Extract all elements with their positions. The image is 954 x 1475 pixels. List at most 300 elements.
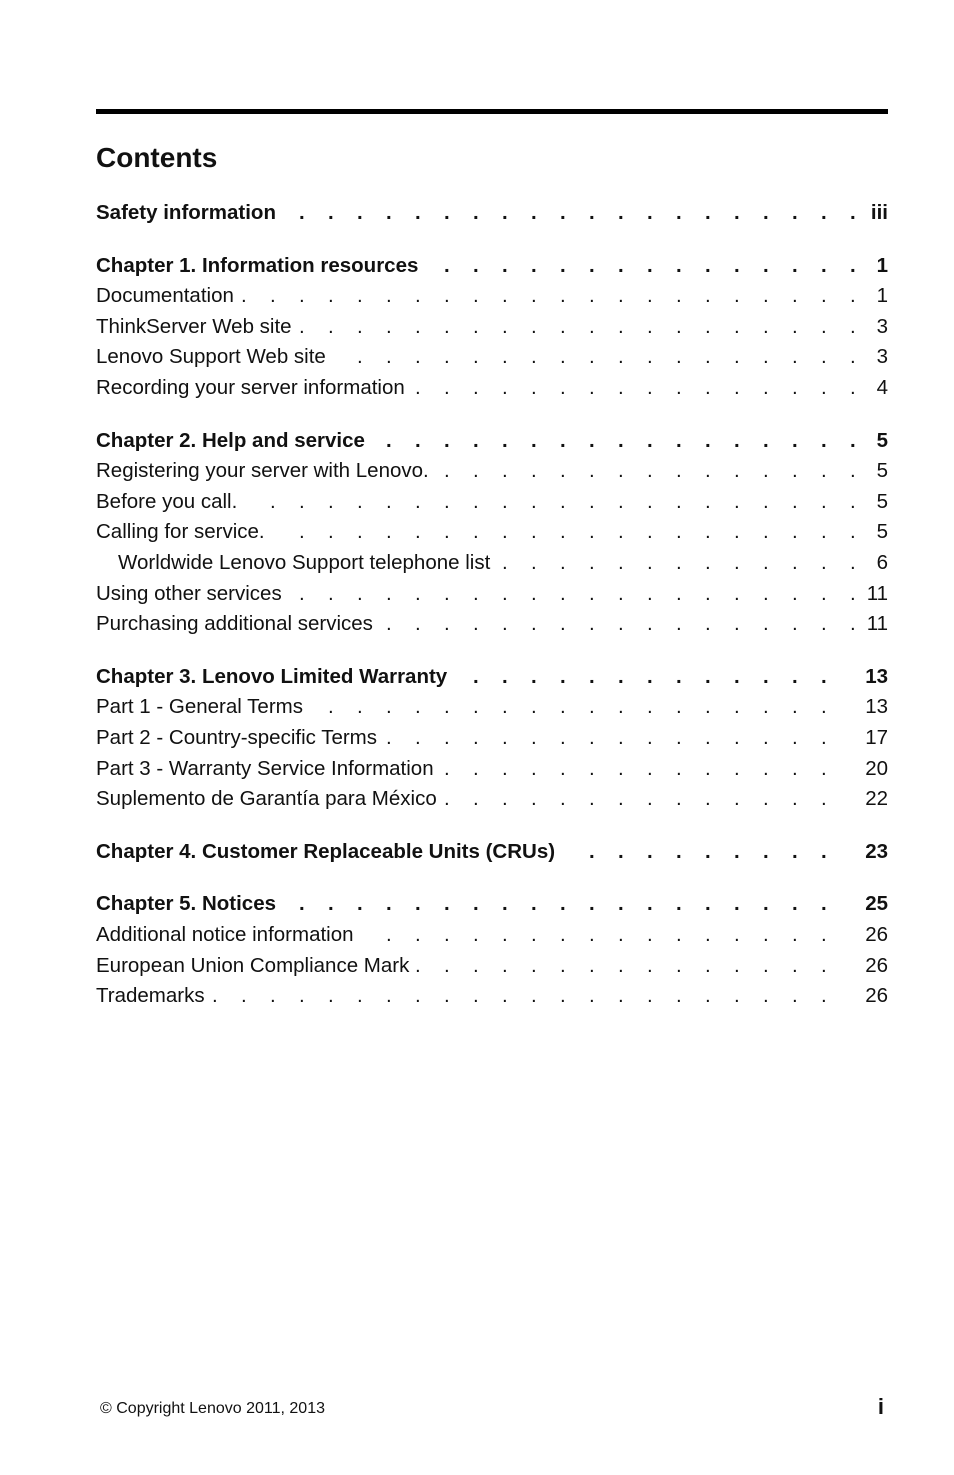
- toc-entry-page: 6: [876, 551, 888, 574]
- leader-dot: .: [763, 376, 769, 399]
- leader-dot: .: [502, 201, 508, 224]
- leader-dot: .: [763, 757, 769, 780]
- toc-entry[interactable]: [96, 951, 888, 981]
- leader-dot: .: [850, 345, 856, 368]
- leader-dot: .: [821, 490, 827, 513]
- leader-dot: .: [792, 923, 798, 946]
- leader-dot: .: [328, 201, 334, 224]
- leader-dot: .: [618, 254, 624, 277]
- toc-entry-label: Part 1 - General Terms: [96, 695, 303, 718]
- leader-dot: .: [531, 695, 537, 718]
- dot-leader: [96, 198, 888, 228]
- leader-dot: .: [676, 984, 682, 1007]
- leader-dot: .: [328, 695, 334, 718]
- leader-dot: .: [792, 840, 798, 863]
- leader-dot: .: [792, 201, 798, 224]
- toc-entry[interactable]: [96, 548, 888, 578]
- leader-dot: .: [473, 695, 479, 718]
- leader-dot: .: [618, 665, 624, 688]
- leader-dot: .: [444, 726, 450, 749]
- leader-dot: .: [444, 376, 450, 399]
- toc-entry-page: iii: [870, 201, 888, 224]
- leader-dot: .: [618, 726, 624, 749]
- leader-dot: .: [444, 954, 450, 977]
- dot-leader: [96, 981, 888, 1011]
- leader-dot: .: [821, 695, 827, 718]
- leader-dot: .: [647, 520, 653, 543]
- leader-dot: .: [676, 787, 682, 810]
- leader-dot: .: [560, 923, 566, 946]
- leader-dot: .: [473, 612, 479, 635]
- leader-dot: .: [850, 254, 856, 277]
- leader-dot: .: [734, 923, 740, 946]
- toc-entry-label: Documentation: [96, 284, 234, 307]
- leader-dot: .: [763, 726, 769, 749]
- leader-dot: .: [734, 551, 740, 574]
- toc-entry-page: 5: [876, 520, 888, 543]
- leader-dot: .: [676, 284, 682, 307]
- leader-dot: .: [792, 726, 798, 749]
- leader-dot: .: [821, 665, 827, 688]
- dot-leader: [96, 281, 888, 311]
- toc-entry-label: Chapter 5. Notices: [96, 892, 276, 915]
- leader-dot: .: [647, 459, 653, 482]
- leader-dot: .: [589, 984, 595, 1007]
- leader-dot: .: [444, 315, 450, 338]
- leader-dot: .: [531, 954, 537, 977]
- toc-entry[interactable]: [96, 754, 888, 784]
- leader-dot: .: [792, 376, 798, 399]
- leader-dot: .: [589, 551, 595, 574]
- dot-leader: [96, 609, 888, 639]
- leader-dot: .: [560, 954, 566, 977]
- leader-dot: .: [415, 612, 421, 635]
- leader-dot: .: [734, 459, 740, 482]
- leader-dot: .: [792, 551, 798, 574]
- dot-leader: [96, 342, 888, 372]
- leader-dot: .: [473, 429, 479, 452]
- leader-dot: .: [618, 345, 624, 368]
- leader-dot: .: [473, 892, 479, 915]
- leader-dot: .: [386, 345, 392, 368]
- leader-dot: .: [821, 582, 827, 605]
- toc-entry[interactable]: [96, 456, 888, 486]
- leader-dot: .: [676, 254, 682, 277]
- toc-entry-page: 26: [865, 954, 888, 977]
- leader-dot: .: [763, 490, 769, 513]
- leader-dot: .: [444, 429, 450, 452]
- leader-dot: .: [531, 315, 537, 338]
- leader-dot: .: [792, 984, 798, 1007]
- dot-leader: [96, 487, 888, 517]
- leader-dot: .: [734, 726, 740, 749]
- leader-dot: .: [792, 582, 798, 605]
- leader-dot: .: [473, 201, 479, 224]
- leader-dot: .: [589, 612, 595, 635]
- leader-dot: .: [502, 315, 508, 338]
- leader-dot: .: [647, 254, 653, 277]
- leader-dot: .: [676, 695, 682, 718]
- leader-dot: .: [502, 892, 508, 915]
- dot-leader: [96, 920, 888, 950]
- leader-dot: .: [647, 726, 653, 749]
- leader-dot: .: [734, 787, 740, 810]
- leader-dot: .: [589, 840, 595, 863]
- leader-dot: .: [444, 695, 450, 718]
- toc-entry-label: Recording your server information: [96, 376, 405, 399]
- leader-dot: .: [850, 284, 856, 307]
- leader-dot: .: [473, 665, 479, 688]
- leader-dot: .: [705, 429, 711, 452]
- leader-dot: .: [386, 726, 392, 749]
- dot-leader: [96, 548, 888, 578]
- toc-entry[interactable]: [96, 981, 888, 1011]
- toc-entry[interactable]: [96, 579, 888, 609]
- leader-dot: .: [415, 315, 421, 338]
- leader-dot: .: [386, 490, 392, 513]
- leader-dot: .: [560, 695, 566, 718]
- leader-dot: .: [618, 520, 624, 543]
- leader-dot: .: [560, 429, 566, 452]
- leader-dot: .: [647, 923, 653, 946]
- leader-dot: .: [618, 840, 624, 863]
- leader-dot: .: [560, 984, 566, 1007]
- toc-entry[interactable]: [96, 609, 888, 639]
- leader-dot: .: [415, 582, 421, 605]
- leader-dot: .: [821, 612, 827, 635]
- leader-dot: .: [299, 892, 305, 915]
- leader-dot: .: [589, 923, 595, 946]
- leader-dot: .: [270, 984, 276, 1007]
- leader-dot: .: [676, 429, 682, 452]
- leader-dot: .: [357, 315, 363, 338]
- toc-entry-label: Additional notice information: [96, 923, 354, 946]
- leader-dot: .: [763, 787, 769, 810]
- leader-dot: .: [618, 376, 624, 399]
- leader-dot: .: [502, 490, 508, 513]
- leader-dot: .: [386, 695, 392, 718]
- leader-dot: .: [792, 520, 798, 543]
- toc-entry-label: Safety information: [96, 201, 276, 224]
- leader-dot: .: [734, 376, 740, 399]
- leader-dot: .: [618, 954, 624, 977]
- leader-dot: .: [473, 345, 479, 368]
- leader-dot: .: [502, 582, 508, 605]
- leader-dot: .: [473, 923, 479, 946]
- leader-dot: .: [415, 984, 421, 1007]
- leader-dot: .: [618, 923, 624, 946]
- toc-entry-page: 5: [876, 459, 888, 482]
- leader-dot: .: [618, 984, 624, 1007]
- leader-dot: .: [705, 757, 711, 780]
- leader-dot: .: [531, 665, 537, 688]
- leader-dot: .: [734, 520, 740, 543]
- toc-entry-label: Calling for service.: [96, 520, 265, 543]
- leader-dot: .: [676, 757, 682, 780]
- leader-dot: .: [850, 520, 856, 543]
- leader-dot: .: [560, 665, 566, 688]
- toc-entry-label: Part 3 - Warranty Service Information: [96, 757, 434, 780]
- leader-dot: .: [821, 757, 827, 780]
- leader-dot: .: [676, 726, 682, 749]
- leader-dot: .: [386, 582, 392, 605]
- leader-dot: .: [589, 520, 595, 543]
- toc-entry-page: 22: [865, 787, 888, 810]
- leader-dot: .: [531, 284, 537, 307]
- leader-dot: .: [589, 315, 595, 338]
- leader-dot: .: [821, 923, 827, 946]
- leader-dot: .: [531, 892, 537, 915]
- leader-dot: .: [357, 490, 363, 513]
- leader-dot: .: [676, 665, 682, 688]
- leader-dot: .: [705, 490, 711, 513]
- dot-leader: [96, 426, 888, 456]
- leader-dot: .: [850, 429, 856, 452]
- leader-dot: .: [270, 284, 276, 307]
- leader-dot: .: [444, 923, 450, 946]
- leader-dot: .: [415, 892, 421, 915]
- leader-dot: .: [531, 254, 537, 277]
- leader-dot: .: [705, 726, 711, 749]
- leader-dot: .: [502, 520, 508, 543]
- leader-dot: .: [705, 459, 711, 482]
- leader-dot: .: [386, 520, 392, 543]
- leader-dot: .: [676, 923, 682, 946]
- leader-dot: .: [560, 551, 566, 574]
- leader-dot: .: [502, 284, 508, 307]
- leader-dot: .: [502, 726, 508, 749]
- leader-dot: .: [589, 429, 595, 452]
- leader-dot: .: [444, 459, 450, 482]
- leader-dot: .: [850, 490, 856, 513]
- toc-chapter-entry[interactable]: [96, 837, 888, 867]
- toc-entry-label: Chapter 1. Information resources: [96, 254, 419, 277]
- leader-dot: .: [589, 201, 595, 224]
- leader-dot: .: [647, 551, 653, 574]
- toc-entry-label: Before you call.: [96, 490, 238, 513]
- leader-dot: .: [676, 582, 682, 605]
- toc-entry-page: 13: [865, 665, 888, 688]
- leader-dot: .: [821, 840, 827, 863]
- leader-dot: .: [357, 892, 363, 915]
- leader-dot: .: [763, 612, 769, 635]
- leader-dot: .: [705, 612, 711, 635]
- toc-entry-label: Chapter 4. Customer Replaceable Units (CRUs): [96, 840, 556, 863]
- leader-dot: .: [473, 520, 479, 543]
- leader-dot: .: [734, 201, 740, 224]
- leader-dot: .: [676, 612, 682, 635]
- toc-entry[interactable]: [96, 342, 888, 372]
- toc-entry-label: Chapter 3. Lenovo Limited Warranty: [96, 665, 448, 688]
- leader-dot: .: [676, 954, 682, 977]
- leader-dot: .: [444, 520, 450, 543]
- toc-entry[interactable]: [96, 723, 888, 753]
- leader-dot: .: [560, 892, 566, 915]
- leader-dot: .: [792, 695, 798, 718]
- toc-entry[interactable]: [96, 281, 888, 311]
- leader-dot: .: [502, 757, 508, 780]
- dot-leader: [96, 784, 888, 814]
- leader-dot: .: [763, 984, 769, 1007]
- toc-entry[interactable]: [96, 312, 888, 342]
- leader-dot: .: [589, 582, 595, 605]
- leader-dot: .: [763, 582, 769, 605]
- toc-chapter-entry[interactable]: [96, 198, 888, 228]
- leader-dot: .: [763, 459, 769, 482]
- leader-dot: .: [473, 490, 479, 513]
- leader-dot: .: [560, 490, 566, 513]
- toc-entry[interactable]: [96, 920, 888, 950]
- leader-dot: .: [502, 665, 508, 688]
- leader-dot: .: [502, 923, 508, 946]
- leader-dot: .: [676, 376, 682, 399]
- leader-dot: .: [763, 345, 769, 368]
- leader-dot: .: [792, 490, 798, 513]
- leader-dot: .: [618, 490, 624, 513]
- leader-dot: .: [328, 490, 334, 513]
- leader-dot: .: [705, 582, 711, 605]
- toc-entry-label: European Union Compliance Mark: [96, 954, 410, 977]
- leader-dot: .: [647, 840, 653, 863]
- leader-dot: .: [415, 520, 421, 543]
- toc-entry-page: 3: [876, 345, 888, 368]
- toc-entry-label: Registering your server with Lenovo.: [96, 459, 429, 482]
- leader-dot: .: [618, 695, 624, 718]
- leader-dot: .: [386, 201, 392, 224]
- dot-leader: [96, 754, 888, 784]
- leader-dot: .: [357, 284, 363, 307]
- leader-dot: .: [763, 954, 769, 977]
- leader-dot: .: [734, 345, 740, 368]
- toc-entry[interactable]: [96, 487, 888, 517]
- leader-dot: .: [676, 892, 682, 915]
- leader-dot: .: [792, 787, 798, 810]
- leader-dot: .: [763, 201, 769, 224]
- toc-chapter-entry[interactable]: [96, 889, 888, 919]
- leader-dot: .: [734, 254, 740, 277]
- leader-dot: .: [705, 551, 711, 574]
- leader-dot: .: [589, 787, 595, 810]
- leader-dot: .: [502, 551, 508, 574]
- toc-entry[interactable]: [96, 373, 888, 403]
- leader-dot: .: [328, 892, 334, 915]
- leader-dot: .: [502, 954, 508, 977]
- toc-chapter-entry[interactable]: [96, 662, 888, 692]
- top-rule: [96, 109, 888, 114]
- leader-dot: .: [705, 254, 711, 277]
- toc-entry[interactable]: [96, 784, 888, 814]
- toc-chapter-entry[interactable]: [96, 251, 888, 281]
- toc-chapter-entry[interactable]: [96, 426, 888, 456]
- leader-dot: .: [647, 954, 653, 977]
- leader-dot: .: [531, 726, 537, 749]
- leader-dot: .: [531, 201, 537, 224]
- leader-dot: .: [850, 459, 856, 482]
- leader-dot: .: [589, 892, 595, 915]
- leader-dot: .: [734, 954, 740, 977]
- toc-entry-page: 17: [865, 726, 888, 749]
- leader-dot: .: [531, 490, 537, 513]
- leader-dot: .: [386, 612, 392, 635]
- leader-dot: .: [647, 757, 653, 780]
- leader-dot: .: [357, 582, 363, 605]
- leader-dot: .: [850, 551, 856, 574]
- toc-entry-page: 5: [876, 429, 888, 452]
- leader-dot: .: [560, 757, 566, 780]
- leader-dot: .: [415, 376, 421, 399]
- leader-dot: .: [734, 695, 740, 718]
- leader-dot: .: [531, 923, 537, 946]
- leader-dot: .: [647, 984, 653, 1007]
- leader-dot: .: [531, 757, 537, 780]
- leader-dot: .: [531, 612, 537, 635]
- leader-dot: .: [241, 284, 247, 307]
- toc-entry-label: Worldwide Lenovo Support telephone list: [118, 551, 491, 574]
- leader-dot: .: [415, 490, 421, 513]
- leader-dot: .: [647, 201, 653, 224]
- leader-dot: .: [792, 954, 798, 977]
- leader-dot: .: [734, 284, 740, 307]
- leader-dot: .: [589, 665, 595, 688]
- leader-dot: .: [531, 984, 537, 1007]
- leader-dot: .: [502, 984, 508, 1007]
- leader-dot: .: [444, 284, 450, 307]
- leader-dot: .: [299, 984, 305, 1007]
- leader-dot: .: [647, 582, 653, 605]
- leader-dot: .: [473, 582, 479, 605]
- leader-dot: .: [212, 984, 218, 1007]
- leader-dot: .: [618, 315, 624, 338]
- leader-dot: .: [386, 923, 392, 946]
- leader-dot: .: [647, 490, 653, 513]
- leader-dot: .: [647, 376, 653, 399]
- leader-dot: .: [444, 757, 450, 780]
- leader-dot: .: [357, 345, 363, 368]
- leader-dot: .: [850, 315, 856, 338]
- leader-dot: .: [502, 695, 508, 718]
- leader-dot: .: [299, 582, 305, 605]
- leader-dot: .: [589, 459, 595, 482]
- leader-dot: .: [734, 892, 740, 915]
- leader-dot: .: [676, 201, 682, 224]
- leader-dot: .: [473, 459, 479, 482]
- leader-dot: .: [589, 254, 595, 277]
- leader-dot: .: [705, 892, 711, 915]
- leader-dot: .: [560, 284, 566, 307]
- leader-dot: .: [763, 840, 769, 863]
- dot-leader: [96, 837, 888, 867]
- leader-dot: .: [386, 429, 392, 452]
- leader-dot: .: [734, 984, 740, 1007]
- toc-entry-page: 25: [865, 892, 888, 915]
- leader-dot: .: [705, 665, 711, 688]
- toc-entry[interactable]: [96, 692, 888, 722]
- leader-dot: .: [821, 892, 827, 915]
- leader-dot: .: [734, 612, 740, 635]
- leader-dot: .: [821, 201, 827, 224]
- leader-dot: .: [444, 254, 450, 277]
- toc-entry[interactable]: [96, 517, 888, 547]
- leader-dot: .: [328, 284, 334, 307]
- leader-dot: .: [705, 376, 711, 399]
- leader-dot: .: [328, 315, 334, 338]
- toc-entry-page: 26: [865, 923, 888, 946]
- leader-dot: .: [560, 254, 566, 277]
- leader-dot: .: [821, 551, 827, 574]
- leader-dot: .: [734, 429, 740, 452]
- leader-dot: .: [560, 201, 566, 224]
- leader-dot: .: [473, 984, 479, 1007]
